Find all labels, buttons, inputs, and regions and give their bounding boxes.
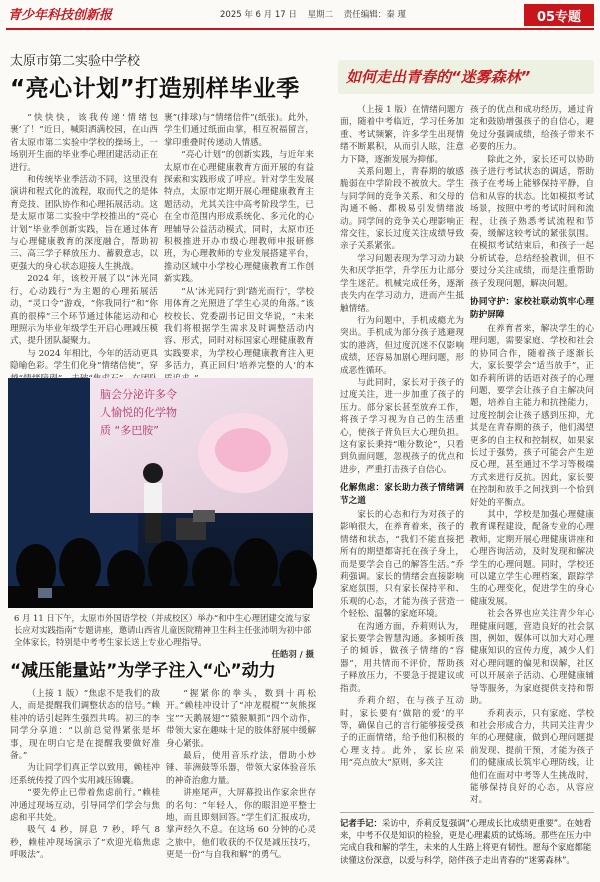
article1-column-2 (164, 112, 314, 378)
paragraph: 和传统毕业季活动不同，这里没有演讲和程式化的流程，取而代之的是体育竞技、团队协作和心理拓展活动。这是太原市第二实验中学校推出的“亮心计划”毕业季创新实践，旨在通过体育与心理健康教育的深度融合，帮助初三、高三学子释放压力、蓄毅意志，以更强大的身心状态迎接人生挑战。 (10, 175, 158, 272)
paragraph: 2024 年，该校开展了以“沐光同行，心动践行”为主题的心理拓展活动，“灵口令”游戏，“你我同行”和“你真的很棒”三个环节通过体能运动和心理照示为毕业年级学生开启心理减压模式，提升团队凝聚力。 (10, 274, 158, 347)
paragraph: 关系问题上，青春期的敏感脆弱在中学阶段不被放大。学生与同学间的竞争关系、和父母的沟通不畅、都极易引发情绪波动。同学间的竞争关心理影响正常交往，家长过度关注成绩导致亲子关系紧张。 (340, 167, 464, 252)
reporter-note-text: 采访中，乔莉反复强调“心理成长比成绩更重要”。在她看来，中考不仅是知识的检验，更是心理素质的试炼场。那些在压力中完成自我和解的学生，未来的人生路上将更有韧性。愿每个家庭都能读懂这份深意，以爱与科学，陪伴孩子走出青春的“迷雾森林”。 (340, 818, 592, 865)
newspaper-brand: 青少年科技创新报 (8, 8, 113, 23)
issue-meta (220, 8, 414, 20)
paragraph: 在养育者来，解决学生的心理问题，需要家庭、学校和社会的协同合作，随着孩子逐渐长大，家长要学会“适当放手”，正如乔莉所讲的话语对孩子的心理问题，要学会让孩子自主解决问题，培养自主能力和抗挫能力，过度控制会让孩子感到压抑，尤其是在青春期的孩子，他们渴望更多的自主权和控制权，如果家长过于强势，孩子可能会产生逆反心理，甚至通过不学习等极端方式来进行反抗。因此，家长要在控制和放手之间找到一个恰到好处的平衡点。 (470, 323, 594, 508)
issue-editor: 责任编辑：秦 瑾 (343, 10, 406, 20)
reporter-note (340, 812, 594, 866)
photo-caption (14, 612, 314, 660)
paragraph: （上接 1 版）“焦虑不是我们的敌人，而是提醒我们调整状态的信号。”赖桂冲的话引起阵生强烈共鸣。初三的李同学分享道：“以前总觉得紧张是坏事，现在明白它是在提醒我要做好准备。” (10, 689, 160, 762)
screen-text-line1: 脑会分泌许多令 (100, 388, 177, 401)
paragraph: 与此同时，家长对于孩子的过度关注，进一步加重了孩子的压力。部分家长甚至放弃工作，将孩子学习视为自己的生活重心，使孩子背负巨大心理负担。这有家长秉持“唯分数论”，只看到负面问题，忽视孩子的优点和进步，严重打击孩子自信心。 (340, 377, 464, 475)
section-heading-2: 协同守护：家校社联动筑牢心理防护屏障 (470, 297, 594, 320)
paragraph: 裹”(排球)与“情绪信件”(纸张)。此外，学生们通过纸面由掌，相互祝福留言，掌印重叠时传递动人情感。 (164, 113, 314, 148)
paragraph: “要先停止已带着焦虑前行。”赖桂冲通过现场互动，引导同学们学会与焦虑和平共处。 (10, 788, 160, 824)
paragraph: “握紧你的拳头，数到十再松开。”赖桂冲设计了“冲龙棍棍”“灰熊探宝”“天鹅展翅”“猿猴顺抓”四个动作，带领大家在趣味十足的肢体舒展中缓解身心紧张。 (166, 689, 316, 749)
paragraph: 学习问题表现为学习动力缺失和厌学拒学，升学压力让部分学生迷茫。机械完成任务，逐渐丧失内在学习动力，进而产生抵触情绪。 (340, 253, 464, 314)
article1-column-1 (10, 112, 158, 374)
article3-column-1 (340, 104, 464, 808)
paragraph: 乔莉表示，只有家庭、学校和社会形成合力，共同关注青少年的心理健康，做到心理问题提前发现、提前干预，才能为孩子们的健康成长筑牢心理防线，让他们在面对中考等人生挑战时，能够保持良好的心态，从容应对。 (470, 708, 594, 806)
paragraph: 讲座尾声，大屏幕投出作家余世存的名句：“年轻人，你的眼泪逆平整士地，而且即刻回答。”学生们汇报成功，掌声经久不息。在这场 60 分钟的心灵之旅中，他们收获的不仅是减压技巧，更是一份“与自我和解”的勇气。 (166, 788, 316, 861)
article2-headline: “减压能量站”为学子注入“心”动力 (10, 661, 276, 681)
paragraph: “亮心计划”的创新实践，与近年来太原市在心理健康教育方面开展的有益探索和实践形成了呼应。针对学生发展特点，太原市定期开展心理健康教育主题活动，尤其关注中高考阶段学生，已在全市范围内形成系统化、多元化的心理辅导公益活动模式，同时，太原市还积极推进开办市级心理教师申报研修班，为心理教师的专业发展搭建平台，推动区域中小学校心理健康教育工作创新实践。 (164, 150, 314, 285)
paragraph: 其中，学校是加强心理健康教育课程建设，配备专业的心理教师，定期开展心理健康讲座和心理咨询活动，及时发现和解决学生的心理问题。同时，学校还可以建立学生心理档案，跟踪学生的心理变化，促进学生的身心健康发展。 (470, 510, 594, 607)
photo-credit: 任皓羽 / 摄 (271, 649, 314, 659)
screen-text-line2: 人愉悦的化学物 (100, 406, 177, 419)
paragraph: 在沟通方面，乔莉则认为，家长要学会智慧沟通。多倾听孩子的倾诉，做孩子情绪的“容器”，用共情而不评价，帮助孩子释放压力，不要急于提建议或指责。 (340, 621, 464, 694)
article3-column-2 (470, 104, 594, 808)
article3-headline: 如何走出青春的“迷雾森林” (346, 68, 531, 86)
paragraph: 吸气 4 秒，屏息 7 秒，呼气 8 秒，赖桂冲现场演示了“欢迎光临焦虑呼吸法”。 (10, 825, 160, 861)
article2-column-1 (10, 688, 160, 878)
paragraph: 社会各界也应关注青少年心理健康问题，营造良好的社会氛围，例如，媒体可以加大对心理健康知识的宣传力度，减少人们对心理问题的偏见和误解，社区可以开展亲子活动、心理健康辅导等服务，为家庭提供支持和帮助。 (470, 609, 594, 707)
header-rule (6, 28, 594, 30)
paragraph: 除此之外，家长还可以协助孩子进行考试状态的调适，帮助孩子在考场上能够保持平静，自信和从容的状态。比如模拟考试场景，按照中考的考试时间和流程，让孩子熟悉考试流程和节奏，缓解这较考试的紧张氛围。在模拟考试结束后，和孩子一起分析试卷，总结经验教训，但不要过分关注成绩，而是注重帮助孩子发现问题，解决问题。 (470, 154, 594, 289)
paragraph: 最后，使用音乐疗法，借助小炒锤、菲洲鼓等乐器，带领大家体验音乐的神奇治愈力量。 (166, 751, 316, 786)
screen-text-line3: 质 “多巴胺” (100, 424, 159, 437)
photo-caption-text: 6 月 11 日下午，太原市外国语学校（并成校区）举办“和中生心理团建交流与家长应对实践指南”专题讲座，邀请山西省儿童医院精神卫生科主任张沛明为初中部全体家长，特别是中考考生家长送上专业心理指导。 (14, 613, 312, 647)
paragraph: 行为问题中，手机成瘾尤为突出。手机成为部分孩子逃避现实的港湾，但过度沉迷不仅影响成绩，还容易加剧心理问题，形成恶性循环。 (340, 315, 464, 376)
article1-kicker: 太原市第二实验中学校 (10, 54, 141, 69)
page-section-badge: 05专题 (524, 4, 594, 26)
reporter-note-label: 记者手记： (340, 818, 382, 828)
section-heading-1: 化解焦虑：家长助力孩子情绪调节之道 (340, 483, 464, 506)
lecture-photo (8, 378, 313, 608)
paragraph: （上接 1 版）在情绪问题方面，随着中考临近，学习任务加重、考试频繁，许多学生出现情绪不断累积，从而引人眩，注意力下降，逐渐发展为抑郁。 (340, 105, 464, 165)
article1-headline: “亮心计划”打造别样毕业季 (10, 76, 300, 102)
paragraph: 为让同学们真正学以致用，赖桂冲还系统传授了四个实用减压锦囊。 (10, 763, 160, 786)
paragraph: “快快快，该我传递‘情绪包裹’了！”近日，喊阳洒满校园，在山西省太原市第二实验中学校的操场上，一场别开生面的毕业季心理团建活动正在进行。 (10, 113, 158, 173)
paragraph: “从‘沐光同行’到‘踏光而行’，学校用体育之光照进了学生心灵的角落。”该校校长、党委副书记田文华说，“未来我们将根据学生需求及时调整活动内容、形式，同时对标国家心理健康教育实践要求，为学校心理健康教育注入更多活力，真正回归‘培养完整的人’的本 (164, 286, 314, 372)
paragraph: 与 2024 年相比，今年的活动更具隐喻色彩。学生们化身“情绪信使”，穿 (10, 348, 158, 372)
issue-date: 2025 年 6 月 17 日 (220, 10, 297, 20)
article2-column-2 (166, 688, 316, 878)
paragraph: 乔莉介绍，在与孩子互动时，家长要有‘做陪的爱’的平等，确保自己的言行能够接受孩子的正面情绪，给予他们积极的心理支持。此外，家长应采用“亮点放大”原则，多关注 (340, 696, 464, 769)
issue-weekday: 星期二 (307, 10, 334, 20)
paragraph: 家长的心态和行为对孩子的影响很大，在养育着来，孩子的情绪和状态，“我们不能直接把所有的期望都寄托在孩子身上，而是要学会自己的解答生活。”乔莉强调。家长的情绪会直接影响家庭氛围，只有家长保持平和、乐观的心态，才能为孩子营造一个轻松、温馨的家庭环境。 (340, 510, 464, 620)
paragraph: 孩子的优点和成功经历，通过肯定和鼓励增强孩子的自信心，避免过分强调成绩，给孩子带来不必要的压力。 (470, 105, 594, 153)
